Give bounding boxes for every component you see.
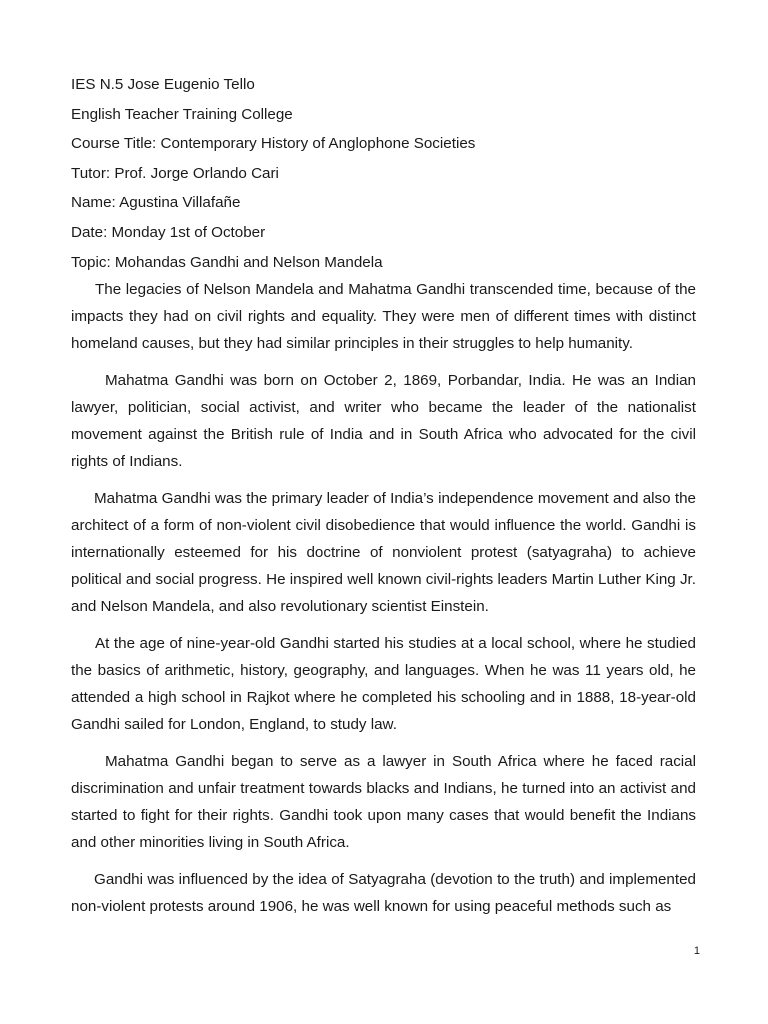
paragraph-birth: Mahatma Gandhi was born on October 2, 1869, Porbandar, India. He was an Indian lawyer, politician, social activist, and writer who became the leader of the nationalist movement against the British rule of India and in South Africa who advocated for the civil rights of Indians. (71, 372, 696, 470)
document-body (71, 276, 696, 930)
institution-line: IES N.5 Jose Eugenio Tello (71, 76, 255, 93)
course-title-line: Course Title: Contemporary History of Anglophone Societies (71, 135, 476, 153)
paragraph-intro: The legacies of Nelson Mandela and Mahatma Gandhi transcended time, because of the impacts they had on civil rights and equality. They were men of different times with distinct homeland causes, but they had similar principles in their struggles to help humanity. (71, 281, 696, 352)
paragraph-south-africa: Mahatma Gandhi began to serve as a lawyer in South Africa where he faced racial discrimination and unfair treatment towards blacks and Indians, he turned into an activist and started to fight for their rights. Gandhi took upon many cases that would benefit the Indians and other minorities living in South Africa. (71, 753, 696, 851)
student-name-line: Name: Agustina Villafañe (71, 194, 241, 212)
paragraph-education: At the age of nine-year-old Gandhi started his studies at a local school, where he studied the basics of arithmetic, history, geography, and languages. When he was 11 years old, he attended a high school in Rajkot where he completed his schooling and in 1888, 18-year-old Gandhi sailed for London, England, to study law. (71, 635, 696, 733)
tutor-line: Tutor: Prof. Jorge Orlando Cari (71, 164, 279, 182)
paragraph-satyagraha: Gandhi was influenced by the idea of Satyagraha (devotion to the truth) and implemented non-violent protests around 1906, he was well known for using peaceful methods such as (71, 871, 696, 915)
paragraph-leader: Mahatma Gandhi was the primary leader of India’s independence movement and also the architect of a form of non-violent civil disobedience that would influence the world. Gandhi is internationally esteemed for his doctrine of nonviolent protest (satyagraha) to achieve political and social progress. He inspired well known civil-rights leaders Martin Luther King Jr. and Nelson Mandela, and also revolutionary scientist Einstein. (71, 490, 696, 615)
date-line: Date: Monday 1st of October (71, 223, 266, 241)
topic-line: Topic: Mohandas Gandhi and Nelson Mandela (71, 253, 383, 271)
page-number: 1 (693, 945, 700, 957)
document-header (71, 70, 701, 277)
college-line: English Teacher Training College (71, 105, 293, 123)
